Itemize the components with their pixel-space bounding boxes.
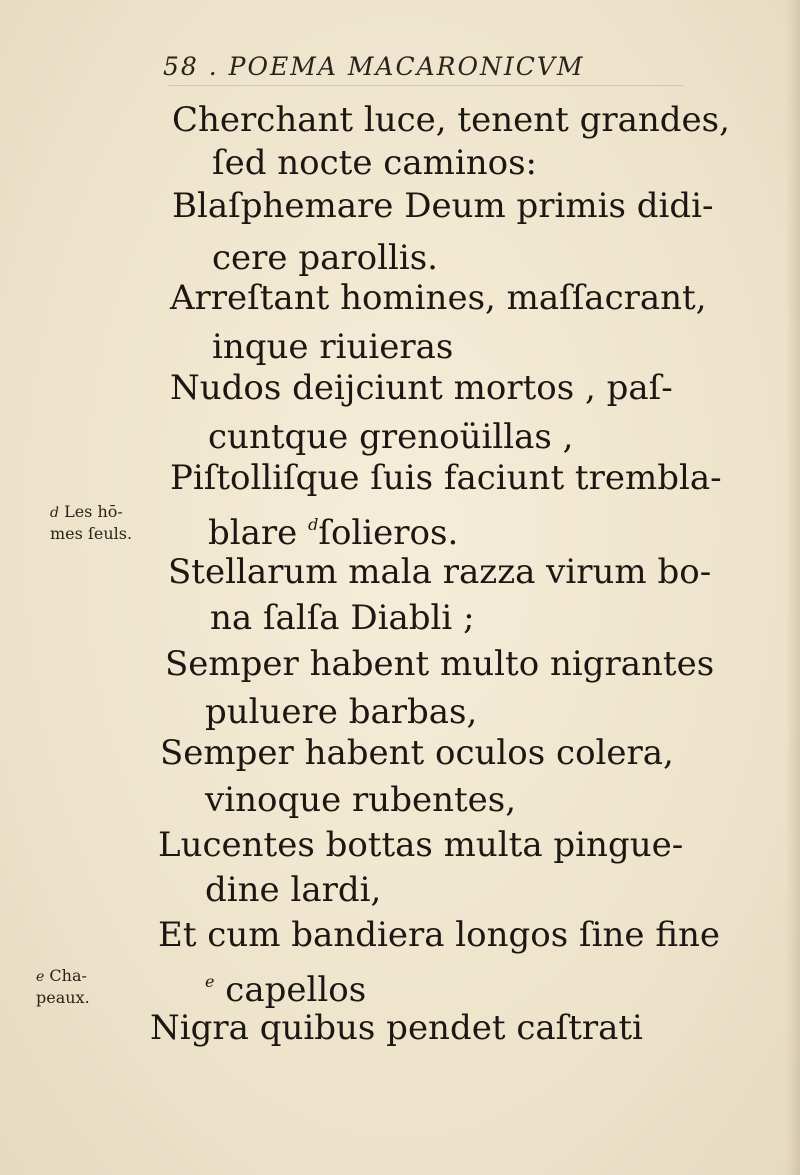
margin-note-d-text-1: Les hō- — [64, 502, 123, 521]
poem-line-13: Semper habent multo nigrantes — [165, 644, 715, 684]
poem-line-8: cuntque grenoüillas , — [208, 417, 574, 457]
footnote-marker-e: e — [205, 972, 215, 991]
poem-line-20 — [205, 962, 366, 1010]
poem-line-15: Semper habent oculos colera, — [160, 733, 674, 773]
poem-line-12: na ſalſa Diabli ; — [210, 598, 475, 638]
poem-line-10-start: blare — [208, 513, 298, 553]
page-edge-shadow — [786, 0, 800, 1175]
margin-note-d-mark: d — [50, 505, 59, 521]
poem-line-11: Stellarum mala razza virum bo- — [168, 552, 712, 592]
poem-line-10-end: ſolieros. — [318, 513, 459, 553]
poem-line-16: vinoque rubentes, — [205, 780, 517, 820]
footnote-marker-d: d — [308, 515, 319, 534]
poem-line-17: Lucentes bottas multa pingue- — [158, 825, 684, 865]
poem-line-6: inque riuieras — [212, 327, 454, 367]
running-head: 58 . POEMA MACARONICVM — [163, 52, 585, 81]
poem-line-7: Nudos deijciunt mortos , paſ- — [170, 368, 673, 408]
poem-line-1: Cherchant luce, tenent grandes, — [172, 100, 730, 140]
poem-line-18: dine lardi, — [205, 870, 382, 910]
poem-line-2: ſed nocte caminos: — [212, 143, 537, 183]
poem-line-14: puluere barbas, — [205, 692, 478, 732]
margin-note-d-line-1 — [50, 502, 123, 523]
poem-line-9: Piſtolliſque ſuis faciunt trembla- — [170, 458, 722, 498]
margin-note-d-line-2: mes ſeuls. — [50, 524, 133, 543]
margin-note-e-line-2: peaux. — [36, 988, 90, 1007]
poem-line-20-text: capellos — [225, 970, 367, 1010]
margin-note-e-line-1 — [36, 966, 87, 987]
poem-line-10 — [208, 505, 458, 553]
poem-line-4: cere parollis. — [212, 238, 438, 278]
margin-note-e-mark: e — [36, 969, 45, 985]
poem-line-21: Nigra quibus pendet caſtrati — [150, 1008, 643, 1048]
margin-note-e-text-1: Cha- — [49, 966, 87, 985]
poem-line-3: Blaſphemare Deum primis didi- — [172, 186, 714, 226]
running-head-rule — [168, 85, 683, 86]
poem-line-5: Arreſtant homines, maſſacrant, — [170, 278, 707, 318]
poem-line-19: Et cum bandiera longos ſine fine — [158, 915, 721, 955]
